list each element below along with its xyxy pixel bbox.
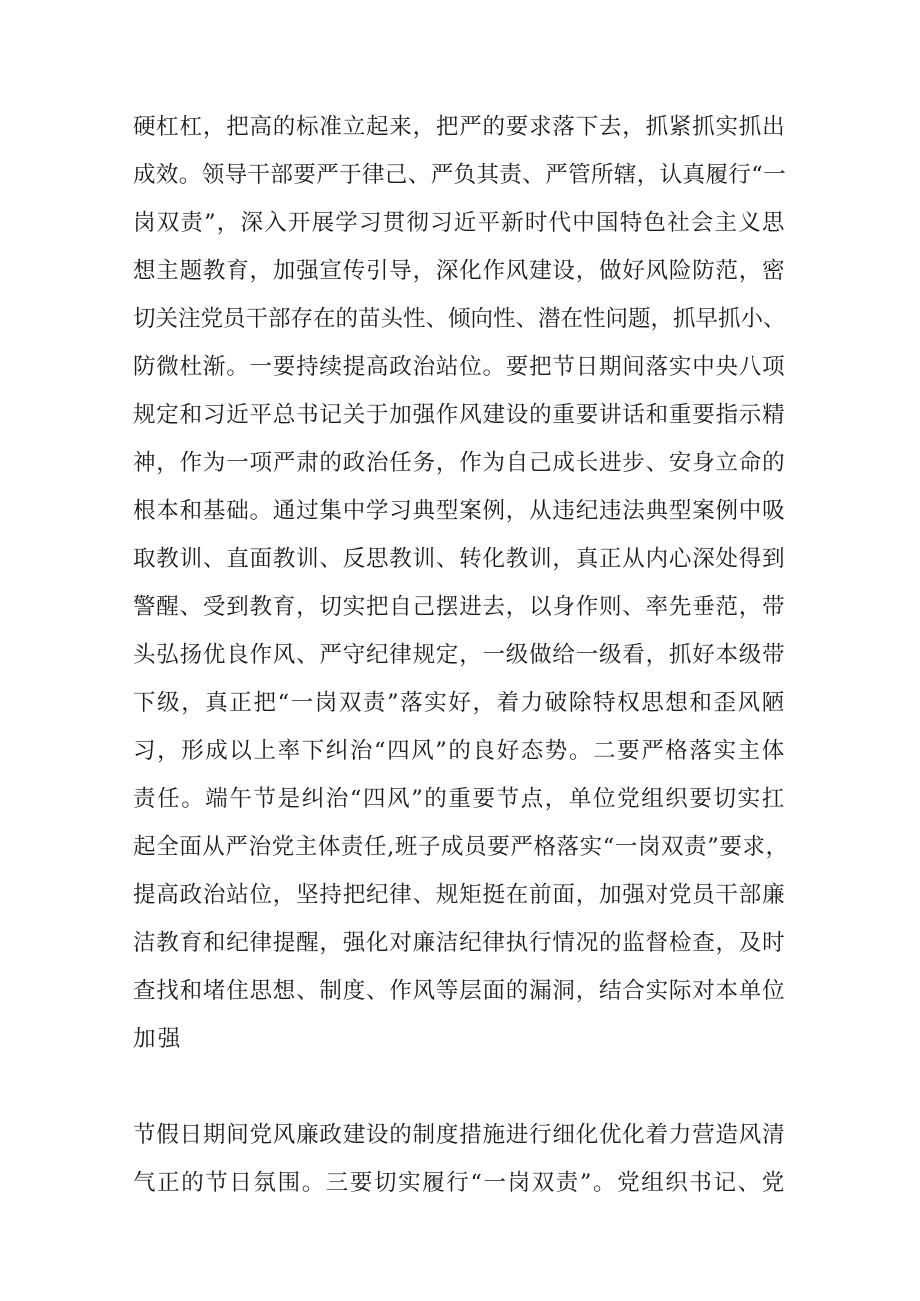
paragraph-line: 硬杠杠，把高的标准立起来，把严的要求落下去，抓紧抓实抓出 — [133, 114, 786, 140]
paragraph-line: 下级，真正把“一岗双责”落实好，着力破除特权思想和歪风陋 — [133, 690, 786, 716]
paragraph-line: 神，作为一项严肃的政治任务，作为自己成长进步、安身立命的 — [133, 450, 786, 476]
paragraph-line: 想主题教育，加强宣传引导，深化作风建设，做好风险防范，密 — [133, 258, 786, 284]
paragraph-line: 头弘扬优良作风、严守纪律规定，一级做给一级看，抓好本级带 — [133, 642, 786, 668]
paragraph-line: 责任。端午节是纠治“四风”的重要节点，单位党组织要切实扛 — [133, 786, 786, 812]
paragraph-line: 成效。领导干部要严于律己、严负其责、严管所辖，认真履行“一 — [133, 162, 787, 188]
paragraph-line: 切关注党员干部存在的苗头性、倾向性、潜在性问题，抓早抓小、 — [133, 306, 786, 332]
paragraph-line: 根本和基础。通过集中学习典型案例，从违纪违法典型案例中吸 — [133, 498, 786, 524]
paragraph-line: 警醒、受到教育，切实把自己摆进去，以身作则、率先垂范，带 — [133, 594, 786, 620]
paragraph-line: 防微杜渐。一要持续提高政治站位。要把节日期间落实中央八项 — [133, 354, 786, 380]
paragraph-line: 岗双责”，深入开展学习贯彻习近平新时代中国特色社会主义思 — [133, 210, 786, 236]
paragraph-line: 气正的节日氛围。三要切实履行“一岗双责”。党组织书记、党 — [133, 1170, 786, 1196]
paragraph-line: 规定和习近平总书记关于加强作风建设的重要讲话和重要指示精 — [133, 402, 786, 428]
paragraph-line: 节假日期间党风廉政建设的制度措施进行细化优化着力营造风清 — [133, 1122, 786, 1148]
paragraph-line: 洁教育和纪律提醒，强化对廉洁纪律执行情况的监督检查，及时 — [133, 930, 786, 956]
paragraph-line: 提高政治站位，坚持把纪律、规矩挺在前面，加强对党员干部廉 — [133, 882, 786, 908]
paragraph-line: 取教训、直面教训、反思教训、转化教训，真正从内心深处得到 — [133, 546, 786, 572]
paragraph-line: 加强 — [133, 1026, 183, 1052]
paragraph-line: 查找和堵住思想、制度、作风等层面的漏洞，结合实际对本单位 — [133, 978, 786, 1004]
paragraph-line: 习，形成以上率下纠治“四风”的良好态势。二要严格落实主体 — [133, 738, 786, 764]
paragraph-line: 起全面从严治党主体责任,班子成员要严格落实“一岗双责”要求， — [133, 834, 789, 860]
